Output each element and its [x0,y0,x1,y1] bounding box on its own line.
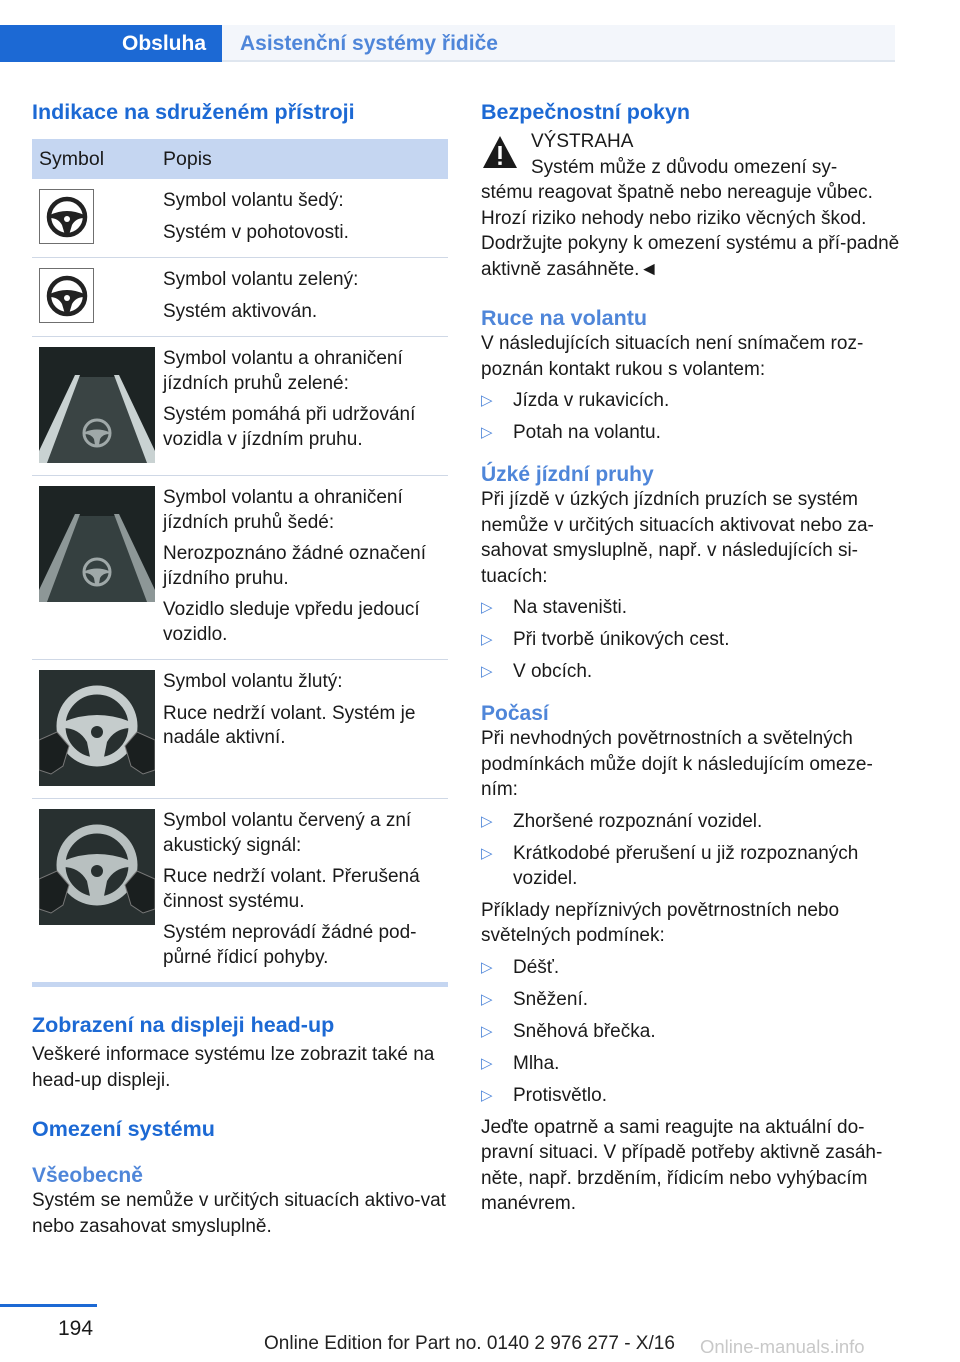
list-item: ▷ Krátkodobé přerušení u již rozpoznaných vozidel. [481,842,859,889]
row-desc-line: Symbol volantu žlutý: [163,671,343,692]
hands-text: V následujících situacích není snímačem roz-poznán kontakt rukou s volantem: [481,333,864,380]
row-desc-line: Systém v pohotovosti. [163,221,349,243]
row-desc-line: Symbol volantu zelený: [163,269,359,290]
symbol-table [32,139,448,987]
row-desc-line: Systém pomáhá při udržování vozidla v jízdním pruhu. [163,404,416,450]
safety-heading: Bezpečnostní pokyn [481,100,691,124]
general-heading: Všeobecně [32,1164,143,1187]
row-desc-line: Ruce nedrží volant. Přerušená činnost systému. [163,866,420,912]
bullet-triangle-icon: ▷ [481,844,493,862]
narrow-list [481,595,901,684]
bullet-triangle-icon: ▷ [481,958,493,976]
list-item: ▷ Při tvorbě únikových cest. [481,629,730,650]
header-divider [222,60,895,62]
row-desc-line: Symbol volantu červený a zní akustický signál: [163,810,412,856]
table-header [32,139,448,179]
row-desc-line: Symbol volantu šedý: [163,190,344,211]
bullet-triangle-icon: ▷ [481,1022,493,1040]
bullet-triangle-icon: ▷ [481,1086,493,1104]
list-item: ▷ Zhoršené rozpoznání vozidel. [481,810,763,832]
warning-triangle-icon [481,133,519,171]
bullet-triangle-icon: ▷ [481,631,493,648]
list-item: ▷ V obcích. [481,661,593,682]
warning-text: stému reagovat špatně nebo nereaguje vůbec. Hrozí riziko nehody nebo riziko věcných škod. Dodržujte pokyny k omezení systému a pří-padně aktivně zasáhněte.◄ [481,182,900,280]
footer-rule [0,1304,97,1307]
page-number: 194 [58,1317,94,1340]
bullet-triangle-icon: ▷ [481,392,493,409]
list-item: ▷ Protisvětlo. [481,1084,607,1106]
steering-wheel-hands-red-icon [39,809,155,925]
list-item: ▷ Sněhová břečka. [481,1020,656,1042]
steering-wheel-lanes-grey-icon [39,486,155,602]
list-item: ▷ Sněžení. [481,988,588,1010]
row-desc-line: Symbol volantu a ohraničení jízdních pruhů šedé: [163,487,403,533]
weather-heading: Počasí [481,702,549,725]
table-row [32,660,448,799]
list-item: ▷ Na staveništi. [481,597,628,618]
row-desc-line: Symbol volantu a ohraničení jízdních pruhů zelené: [163,348,403,394]
bullet-triangle-icon: ▷ [481,990,493,1008]
narrow-text: Při jízdě v úzkých jízdních pruzích se systém nemůže v určitých situacích aktivovat nebo za-sahovat smysluplně, např. v následujících si-tuacích: [481,489,874,587]
narrow-heading: Úzké jízdní pruhy [481,463,654,486]
table-row [32,179,448,258]
row-desc-line: Systém neprovádí žádné pod-půrné řídicí pohyby. [163,922,417,968]
bullet-triangle-icon: ▷ [481,812,493,830]
col-description-header: Popis [163,147,212,170]
weather-text: Při nevhodných povětrnostních a světelných podmínkách může dojít k následujícím omeze-ním: [481,728,873,800]
general-text: Systém se nemůže v určitých situacích aktivo-vat nebo zasahovat smysluplně. [32,1190,446,1237]
list-item: ▷ Potah na volantu. [481,422,661,443]
list-item: ▷ Mlha. [481,1052,560,1074]
row-desc-line: Nerozpoznáno žádné označení jízdního pruhu. [163,543,427,589]
hands-list [481,388,901,445]
table-row [32,258,448,337]
bullet-triangle-icon: ▷ [481,1054,493,1072]
bullet-triangle-icon: ▷ [481,599,493,616]
col-symbol-header: Symbol [39,147,105,170]
table-row [32,799,448,982]
row-desc-line: Vozidlo sleduje vpředu jedoucí vozidlo. [163,599,420,645]
left-column [32,100,448,1239]
examples-text: Příklady nepříznivých povětrnostních nebo světelných podmínek: [481,899,840,946]
row-desc-line: Systém aktivován. [163,300,318,322]
row-desc-line: Ruce nedrží volant. Systém je nadále aktivní. [163,702,416,748]
weather-list [481,809,901,891]
warning-block [481,129,901,180]
examples-list [481,955,901,1108]
section-tab: Asistenční systémy řidiče [222,25,895,62]
edition-text: Online Edition for Part no. 0140 2 976 277 - X/16 [264,1333,675,1354]
page-header [0,0,960,62]
steering-wheel-grey-icon [39,189,94,244]
hud-text: Veškeré informace systému lze zobrazit také na head-up displeji. [32,1044,435,1091]
table-row [32,476,448,660]
bullet-triangle-icon: ▷ [481,663,493,680]
table-row [32,337,448,476]
chapter-tab: Obsluha [0,25,222,62]
indication-heading: Indikace na sdruženém přístroji [32,100,355,124]
right-column [481,100,901,1217]
bullet-triangle-icon: ▷ [481,424,493,441]
steering-wheel-lanes-green-icon [39,347,155,463]
watermark: Online-manuals.info [700,1336,865,1357]
final-text: Jeďte opatrně a sami reagujte na aktuální do-pravní situaci. V případě potřeby aktivně zasáh-něte, např. brzděním, řídicím nebo vyhýbacím manévrem. [481,1116,883,1214]
steering-wheel-green-icon [39,268,94,323]
table-bottom-rule [32,982,448,987]
hud-heading: Zobrazení na displeji head-up [32,1013,335,1037]
list-item: ▷ Jízda v rukavicích. [481,390,670,411]
warning-text-first: Systém může z důvodu omezení sy- [531,156,838,178]
list-item: ▷ Déšť. [481,956,560,978]
limits-heading: Omezení systému [32,1117,215,1141]
warning-label: VÝSTRAHA [531,131,634,152]
hands-heading: Ruce na volantu [481,306,648,330]
steering-wheel-hands-yellow-icon [39,670,155,786]
